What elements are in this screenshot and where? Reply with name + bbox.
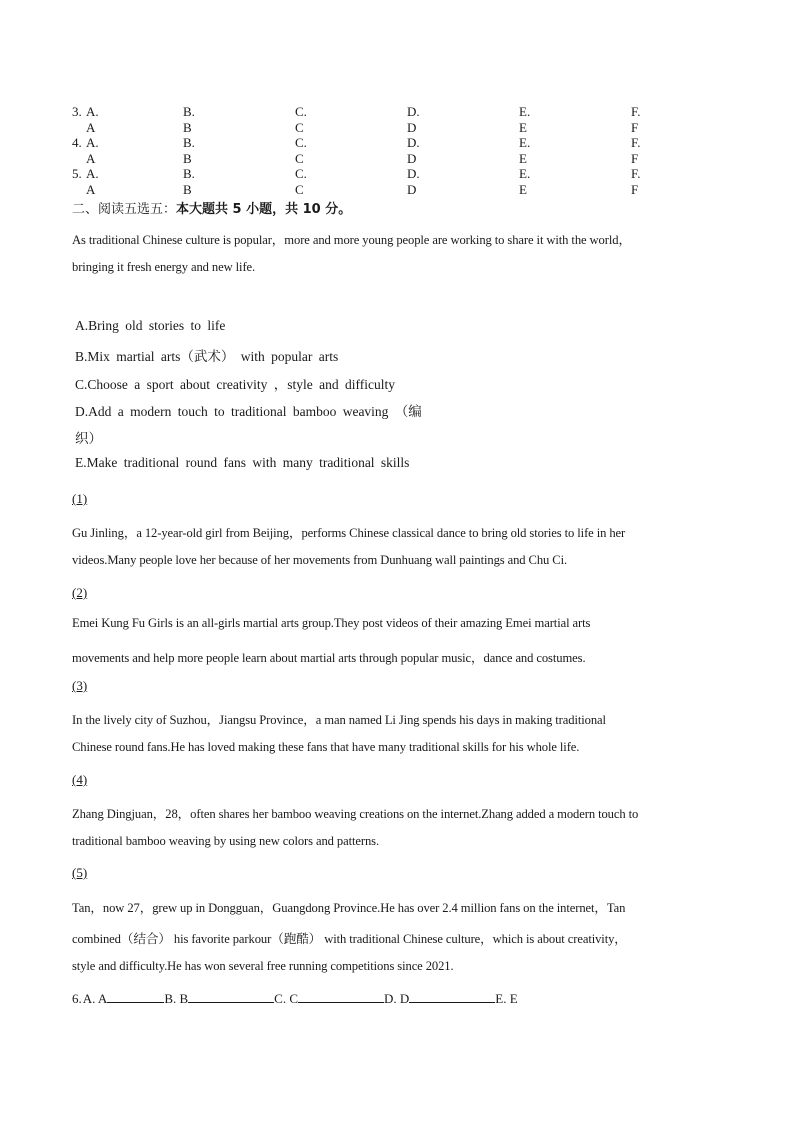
option-b[interactable]: B. B	[183, 166, 195, 197]
question-number: 4.	[72, 135, 82, 150]
paragraph-line: combined（结合） his favorite parkour（跑酷） with traditional Chinese culture，which is about creativity，	[72, 932, 627, 946]
choice-c: C.Choose a sport about creativity ，style and difficulty	[75, 377, 395, 392]
question-6-options	[72, 990, 518, 1007]
choice-d-continued: 织）	[75, 431, 102, 446]
option-e[interactable]: E. E	[519, 135, 531, 166]
paragraph-line: Emei Kung Fu Girls is an all-girls martial arts group.They post videos of their amazing Emei martial arts	[72, 616, 591, 630]
option-b[interactable]: B. B	[183, 104, 195, 135]
answer-blank[interactable]	[298, 990, 384, 1003]
option-d[interactable]: D. D	[407, 166, 420, 197]
option-f[interactable]: F. F	[631, 135, 641, 166]
option-e[interactable]: E. E	[519, 104, 531, 135]
paragraph-number: (2)	[72, 585, 88, 600]
section-heading-bold: 本大题共 5 小题，共 10 分。	[176, 202, 352, 217]
option-a[interactable]: A. A	[86, 104, 99, 135]
paragraph-line: traditional bamboo weaving by using new colors and patterns.	[72, 834, 380, 848]
option-e[interactable]: E. E	[495, 991, 518, 1006]
question-number: 3.	[72, 104, 82, 119]
paragraph-number: (4)	[72, 772, 88, 787]
option-f[interactable]: F. F	[631, 104, 641, 135]
paragraph-line: Zhang Dingjuan，28，often shares her bamboo weaving creations on the internet.Zhang added a modern touch to	[72, 807, 639, 821]
option-a[interactable]: A. A	[86, 135, 99, 166]
option-a[interactable]: A. A	[82, 991, 108, 1006]
paragraph-line: In the lively city of Suzhou，Jiangsu Province，a man named Li Jing spends his days in making traditional	[72, 713, 606, 727]
option-a[interactable]: A. A	[86, 166, 99, 197]
section-heading	[72, 198, 351, 217]
paragraph-line: Chinese round fans.He has loved making these fans that have many traditional skills for his whole life.	[72, 740, 580, 754]
option-d[interactable]: D. D	[407, 104, 420, 135]
paragraph-line: videos.Many people love her because of her movements from Dunhuang wall paintings and Chu Ci.	[72, 553, 568, 567]
answer-blank[interactable]	[107, 990, 164, 1003]
intro-line-2: bringing it fresh energy and new life.	[72, 260, 256, 274]
option-b[interactable]: B. B	[183, 135, 195, 166]
option-c[interactable]: C. C	[295, 104, 307, 135]
answer-blank[interactable]	[409, 990, 495, 1003]
option-c[interactable]: C. C	[295, 135, 307, 166]
option-b[interactable]: B. B	[164, 991, 189, 1006]
paragraph-number: (1)	[72, 491, 88, 506]
option-f[interactable]: F. F	[631, 166, 641, 197]
paragraph-line: Gu Jinling，a 12-year-old girl from Beijing，performs Chinese classical dance to bring old stories to life in her	[72, 526, 626, 540]
section-heading-prefix: 二、阅读五选五：	[72, 202, 177, 217]
choice-a: A.Bring old stories to life	[75, 318, 226, 333]
paragraph-line: movements and help more people learn about martial arts through popular music，dance and costumes.	[72, 651, 586, 665]
paragraph-number: (3)	[72, 678, 88, 693]
paragraph-number: (5)	[72, 865, 88, 880]
paragraph-line: style and difficulty.He has won several free running competitions since 2021.	[72, 959, 454, 973]
question-number: 5.	[72, 166, 82, 181]
paragraph-line: Tan，now 27，grew up in Dongguan，Guangdong Province.He has over 2.4 million fans on the internet，Tan	[72, 901, 626, 915]
intro-line-1: As traditional Chinese culture is popular，more and more young people are working to share it with the world，	[72, 233, 631, 247]
option-d[interactable]: D. D	[384, 991, 410, 1006]
choice-e: E.Make traditional round fans with many traditional skills	[75, 455, 410, 470]
choice-b: B.Mix martial arts（武术） with popular arts	[75, 349, 339, 364]
answer-blank[interactable]	[188, 990, 274, 1003]
option-c[interactable]: C. C	[274, 991, 298, 1006]
option-d[interactable]: D. D	[407, 135, 420, 166]
question-number: 6.	[72, 991, 82, 1006]
option-c[interactable]: C. C	[295, 166, 307, 197]
choice-d: D.Add a modern touch to traditional bamboo weaving （编	[75, 404, 422, 419]
option-e[interactable]: E. E	[519, 166, 531, 197]
